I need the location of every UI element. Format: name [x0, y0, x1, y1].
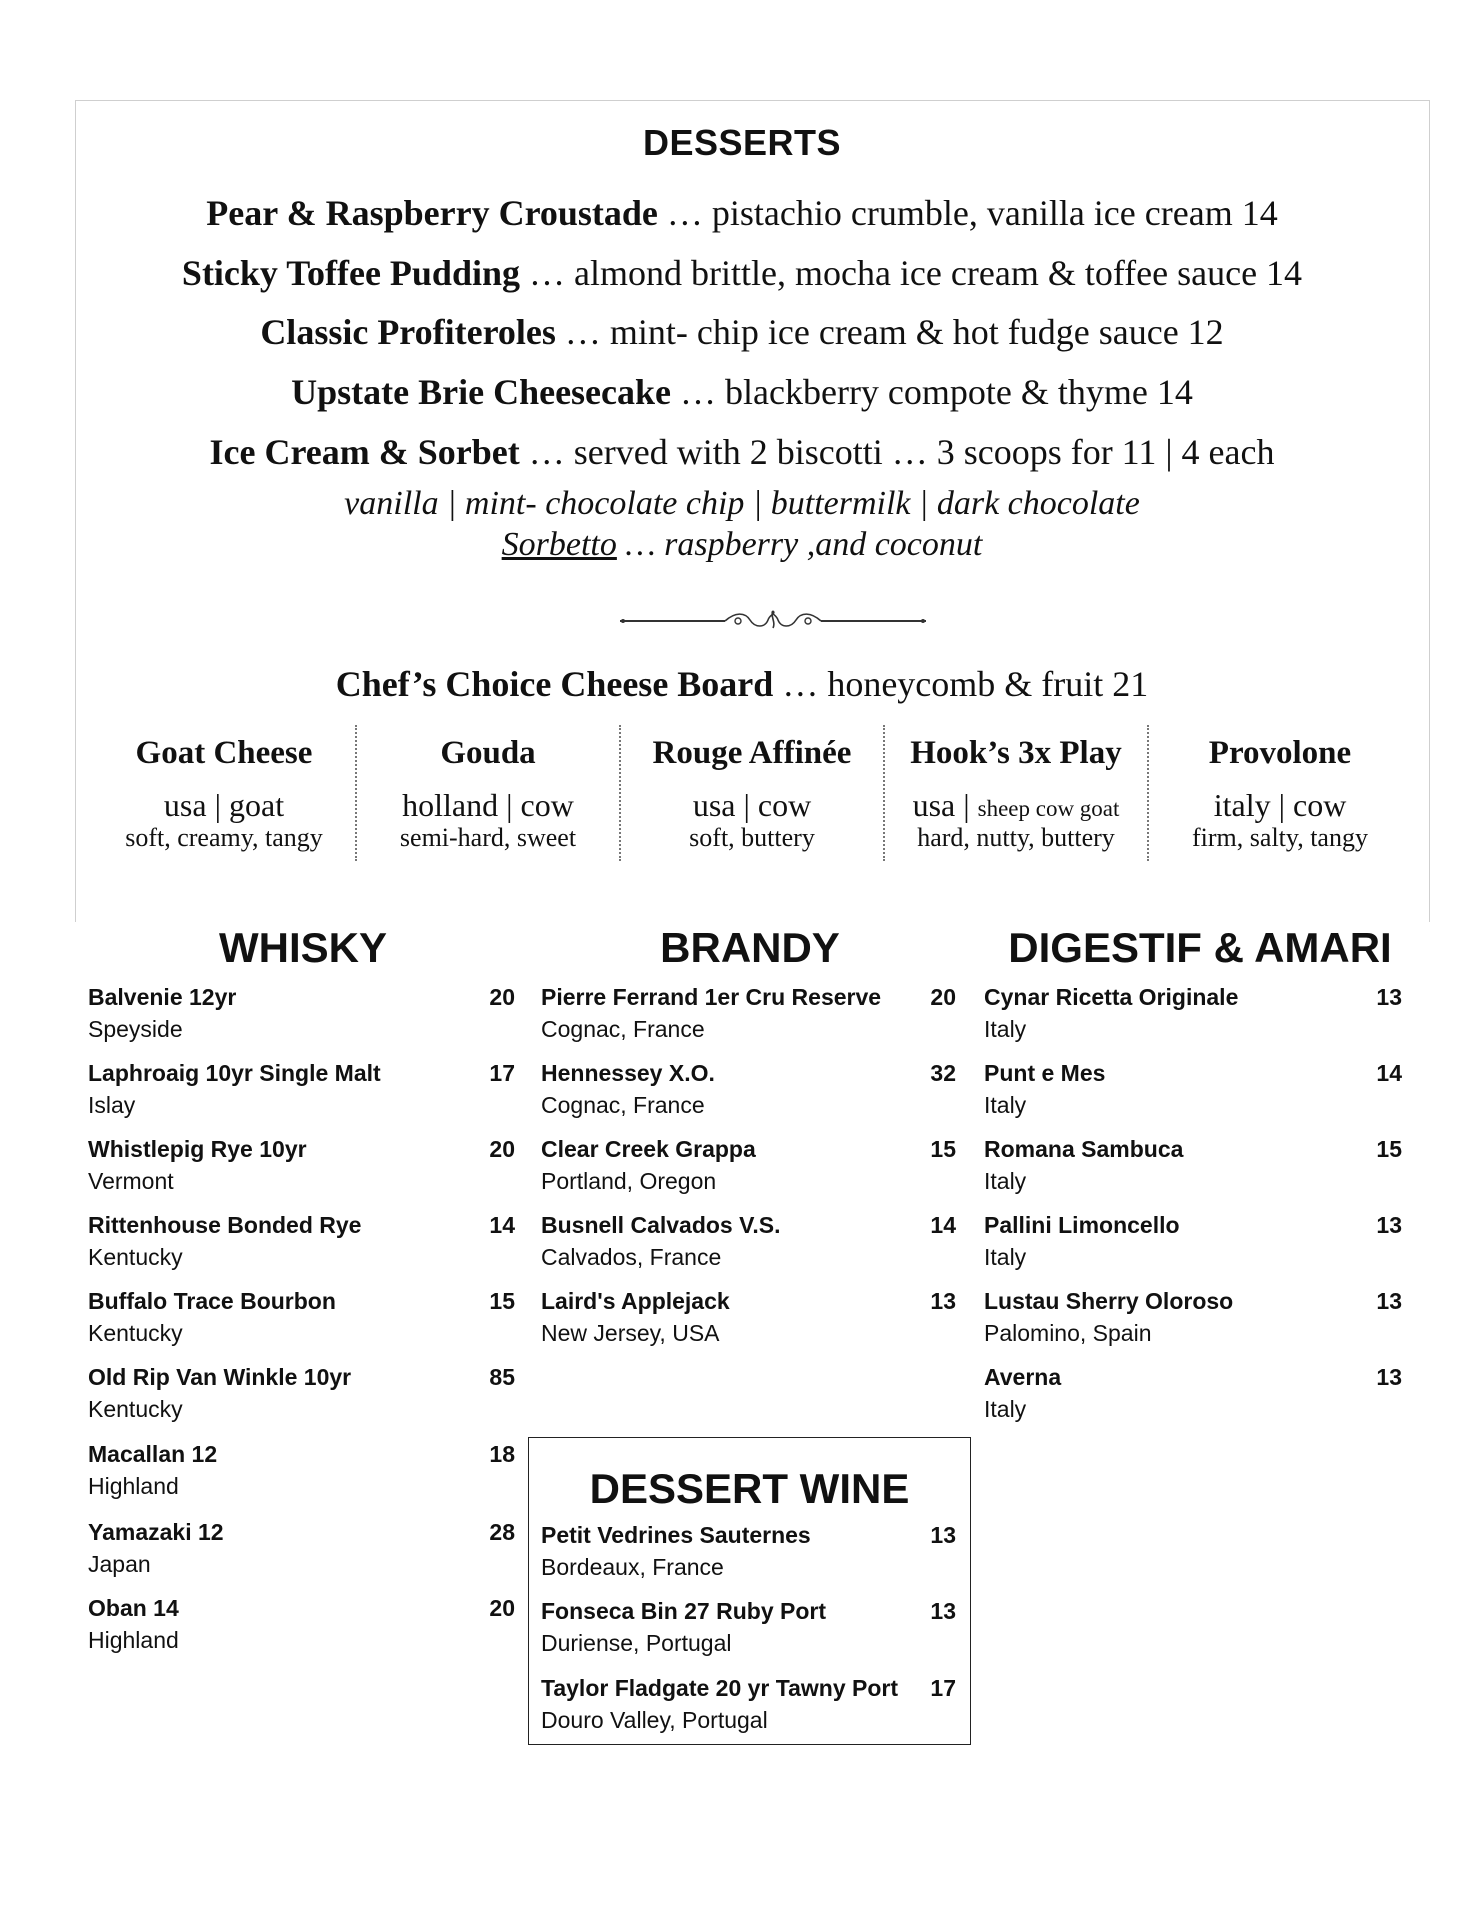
- drink-name: Punt e Mes: [984, 1060, 1106, 1086]
- cheese-origin: [885, 787, 1147, 823]
- drink-origin: Douro Valley, Portugal: [541, 1707, 768, 1733]
- dessert-name: Ice Cream & Sorbet: [209, 432, 520, 472]
- drink-name: Romana Sambuca: [984, 1136, 1184, 1162]
- digestif-item: [984, 1133, 1402, 1197]
- cheese-item: [1149, 725, 1411, 861]
- brandy-item: [541, 1209, 956, 1273]
- dessert-item: [0, 371, 1484, 413]
- brandy-item: [541, 1133, 956, 1197]
- drink-origin: Bordeaux, France: [541, 1554, 724, 1580]
- cheese-list: [93, 725, 1411, 861]
- sorbetto-flavors: … raspberry ,and coconut: [616, 526, 983, 563]
- drink-origin: Cognac, France: [541, 1092, 705, 1118]
- cheese-item: [93, 725, 357, 861]
- cheese-desc: soft, buttery: [689, 823, 815, 852]
- cheese-desc: hard, nutty, buttery: [917, 823, 1115, 852]
- cheese-origin-text: usa | cow: [692, 787, 812, 823]
- digestif-item: [984, 1361, 1402, 1425]
- dessert-name: Upstate Brie Cheesecake: [291, 372, 672, 412]
- whisky-item: [88, 1133, 515, 1197]
- drink-origin: Palomino, Spain: [984, 1320, 1152, 1346]
- drink-origin: Highland: [88, 1627, 179, 1653]
- drink-price: 20: [930, 984, 956, 1010]
- cheese-desc: semi-hard, sweet: [399, 823, 577, 852]
- brandy-item: [541, 1285, 956, 1349]
- drink-name: Pallini Limoncello: [984, 1212, 1180, 1238]
- drink-origin: Italy: [984, 1092, 1027, 1118]
- dessert-name: Classic Profiteroles: [260, 312, 556, 352]
- cheese-item: [357, 725, 621, 861]
- dessert-desc: … blackberry compote & thyme 14: [671, 372, 1193, 412]
- cheese-origin-text: holland | cow: [402, 787, 574, 823]
- whisky-title: WHISKY: [219, 924, 387, 971]
- dessert-name: Sticky Toffee Pudding: [181, 253, 521, 293]
- drink-name: Averna: [984, 1364, 1062, 1390]
- cheese-origin: [1149, 787, 1411, 823]
- drink-price: 20: [489, 984, 515, 1010]
- cheese-board-line: [0, 663, 1484, 705]
- drink-origin: Italy: [984, 1016, 1027, 1042]
- dessert-desc: … served with 2 biscotti … 3 scoops for 11 | 4 each: [519, 432, 1275, 472]
- flourish-ornament-icon: [620, 608, 926, 634]
- dessert-desc: … pistachio crumble, vanilla ice cream 14: [657, 193, 1278, 233]
- drink-name: Macallan 12: [88, 1441, 218, 1467]
- drink-price: 32: [930, 1060, 956, 1086]
- digestif-item: [984, 1057, 1402, 1121]
- drink-origin: Kentucky: [88, 1244, 183, 1270]
- cheese-origin: [621, 787, 883, 823]
- drink-price: 14: [930, 1212, 956, 1238]
- drink-price: 13: [1376, 1288, 1402, 1314]
- drink-name: Balvenie 12yr: [88, 984, 237, 1010]
- digestif-item: [984, 1285, 1402, 1349]
- dessert-desc: … almond brittle, mocha ice cream & toffee sauce 14: [520, 253, 1303, 293]
- cheese-origin-small: sheep cow goat: [977, 796, 1120, 821]
- drink-price: 13: [930, 1522, 956, 1548]
- drink-price: 20: [489, 1136, 515, 1162]
- drink-name: Taylor Fladgate 20 yr Tawny Port: [541, 1675, 899, 1701]
- dessert-wine-title: DESSERT WINE: [589, 1465, 910, 1512]
- whisky-item: [88, 1057, 515, 1121]
- drink-name: Oban 14: [88, 1595, 179, 1621]
- ice-cream-flavors: vanilla | mint- chocolate chip | buttermilk | dark chocolate: [344, 485, 1140, 522]
- drink-name: Clear Creek Grappa: [541, 1136, 756, 1162]
- drink-price: 13: [930, 1598, 956, 1624]
- cheese-board-name: Chef’s Choice Cheese Board: [335, 664, 774, 704]
- sorbetto-line: [0, 526, 1484, 564]
- drink-price: 15: [1376, 1136, 1402, 1162]
- cheese-origin-text: italy | cow: [1213, 787, 1347, 823]
- drink-name: Petit Vedrines Sauternes: [541, 1522, 811, 1548]
- drink-name: Fonseca Bin 27 Ruby Port: [541, 1598, 827, 1624]
- drink-origin: Speyside: [88, 1016, 183, 1042]
- drink-name: Hennessey X.O.: [541, 1060, 715, 1086]
- drink-name: Whistlepig Rye 10yr: [88, 1136, 307, 1162]
- drink-origin: Islay: [88, 1092, 136, 1118]
- drink-name: Pierre Ferrand 1er Cru Reserve: [541, 984, 882, 1010]
- cheese-origin-text: usa |: [912, 787, 978, 823]
- dessert-item: [0, 431, 1484, 473]
- brandy-item: [541, 981, 956, 1045]
- drink-price: 85: [489, 1364, 515, 1390]
- drink-origin: Italy: [984, 1244, 1027, 1270]
- drink-price: 17: [489, 1060, 515, 1086]
- whisky-item: [88, 981, 515, 1045]
- cheese-item: [621, 725, 885, 861]
- desserts-title: DESSERTS: [642, 122, 842, 163]
- dessert-item: [0, 192, 1484, 234]
- whisky-item: [88, 1438, 515, 1502]
- drink-price: 13: [930, 1288, 956, 1314]
- brandy-title: BRANDY: [660, 924, 840, 971]
- drink-price: 13: [1376, 984, 1402, 1010]
- drink-name: Old Rip Van Winkle 10yr: [88, 1364, 352, 1390]
- cheese-name: Hook’s 3x Play: [910, 735, 1122, 771]
- drink-price: 13: [1376, 1212, 1402, 1238]
- drink-price: 13: [1376, 1364, 1402, 1390]
- whisky-item: [88, 1361, 515, 1425]
- drink-origin: Italy: [984, 1168, 1027, 1194]
- drink-origin: Highland: [88, 1473, 179, 1499]
- dessert-wine-item: [541, 1595, 956, 1659]
- cheese-desc: soft, creamy, tangy: [125, 823, 323, 852]
- dessert-name: Pear & Raspberry Croustade: [206, 193, 658, 233]
- drink-name: Cynar Ricetta Originale: [984, 984, 1239, 1010]
- drink-price: 15: [489, 1288, 515, 1314]
- cheese-desc: firm, salty, tangy: [1192, 823, 1368, 852]
- drink-price: 14: [1376, 1060, 1402, 1086]
- drink-name: Rittenhouse Bonded Rye: [88, 1212, 362, 1238]
- brandy-item: [541, 1057, 956, 1121]
- whisky-item: [88, 1285, 515, 1349]
- cheese-board-desc: … honeycomb & fruit 21: [773, 664, 1149, 704]
- drink-origin: Cognac, France: [541, 1016, 705, 1042]
- whisky-item: [88, 1516, 515, 1580]
- cheese-item: [885, 725, 1149, 861]
- drink-name: Laphroaig 10yr Single Malt: [88, 1060, 381, 1086]
- drink-origin: Duriense, Portugal: [541, 1630, 732, 1656]
- digestif-item: [984, 981, 1402, 1045]
- drink-price: 15: [930, 1136, 956, 1162]
- drink-origin: Japan: [88, 1551, 151, 1577]
- dessert-wine-item: [541, 1519, 956, 1583]
- cheese-name: Gouda: [440, 735, 536, 771]
- drink-origin: New Jersey, USA: [541, 1320, 720, 1346]
- digestif-item: [984, 1209, 1402, 1273]
- drink-origin: Calvados, France: [541, 1244, 722, 1270]
- drink-name: Yamazaki 12: [88, 1519, 224, 1545]
- cheese-name: Goat Cheese: [135, 735, 313, 771]
- drink-price: 17: [930, 1675, 956, 1701]
- drink-origin: Kentucky: [88, 1320, 183, 1346]
- drink-price: 20: [489, 1595, 515, 1621]
- drink-origin: Italy: [984, 1396, 1027, 1422]
- dessert-item: [0, 252, 1484, 294]
- cheese-origin-text: usa | goat: [163, 787, 285, 823]
- drink-origin: Vermont: [88, 1168, 174, 1194]
- whisky-item: [88, 1592, 515, 1656]
- drink-name: Buffalo Trace Bourbon: [88, 1288, 336, 1314]
- dessert-desc: … mint- chip ice cream & hot fudge sauce 12: [555, 312, 1224, 352]
- drink-price: 14: [489, 1212, 515, 1238]
- cheese-name: Provolone: [1208, 735, 1352, 771]
- drink-name: Lustau Sherry Oloroso: [984, 1288, 1234, 1314]
- drink-origin: Kentucky: [88, 1396, 183, 1422]
- whisky-item: [88, 1209, 515, 1273]
- cheese-name: Rouge Affinée: [652, 735, 852, 771]
- drink-name: Laird's Applejack: [541, 1288, 730, 1314]
- drink-price: 28: [489, 1519, 515, 1545]
- cheese-origin: [357, 787, 619, 823]
- drink-name: Busnell Calvados V.S.: [541, 1212, 781, 1238]
- dessert-item: [0, 311, 1484, 353]
- drink-origin: Portland, Oregon: [541, 1168, 717, 1194]
- digestif-title: DIGESTIF & AMARI: [1008, 924, 1392, 971]
- cheese-origin: [93, 787, 355, 823]
- sorbetto-label: Sorbetto: [501, 526, 617, 563]
- dessert-wine-item: [541, 1672, 956, 1736]
- drink-price: 18: [489, 1441, 515, 1467]
